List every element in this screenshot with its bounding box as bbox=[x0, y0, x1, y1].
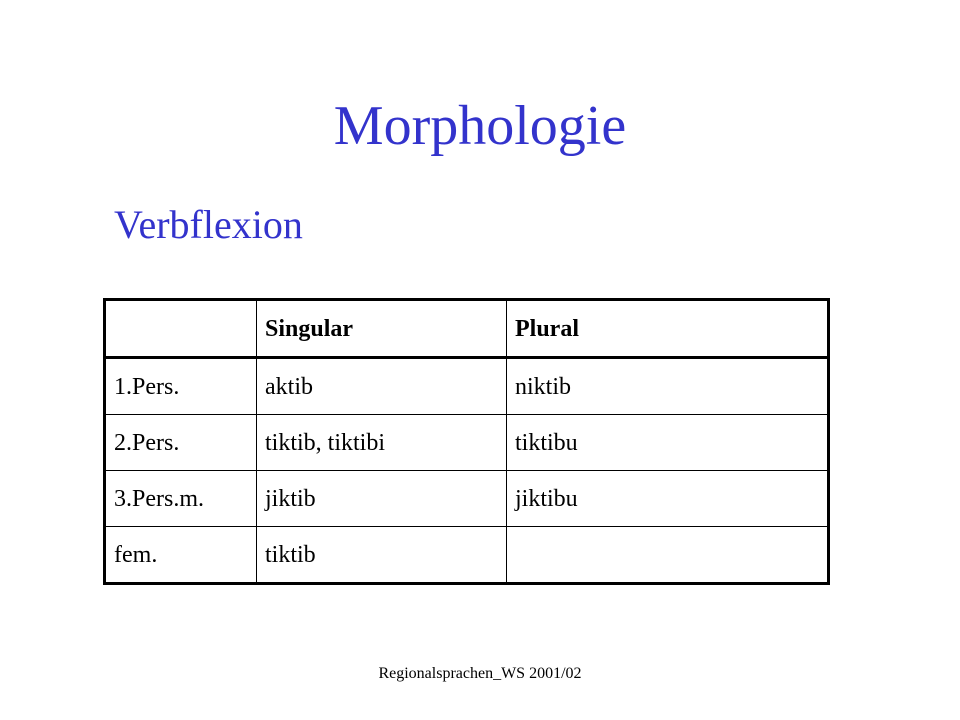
row-label-cell: 2.Pers. bbox=[105, 415, 257, 471]
singular-cell: jiktib bbox=[257, 471, 507, 527]
header-cell-plural: Plural bbox=[507, 300, 829, 358]
slide-title: Morphologie bbox=[333, 95, 627, 157]
singular-cell: aktib bbox=[257, 358, 507, 415]
plural-cell: niktib bbox=[507, 358, 829, 415]
table-row bbox=[105, 527, 829, 584]
table-row bbox=[105, 471, 829, 527]
singular-cell: tiktib bbox=[257, 527, 507, 584]
plural-cell: tiktibu bbox=[507, 415, 829, 471]
row-label-cell: 1.Pers. bbox=[105, 358, 257, 415]
row-label-cell: 3.Pers.m. bbox=[105, 471, 257, 527]
slide-footer: Regionalsprachen_WS 2001/02 bbox=[378, 665, 582, 682]
plural-cell bbox=[507, 527, 829, 584]
table-header-row bbox=[105, 300, 829, 358]
singular-cell: tiktib, tiktibi bbox=[257, 415, 507, 471]
conjugation-table-container bbox=[103, 298, 827, 584]
slide-subtitle: Verbflexion bbox=[114, 202, 303, 247]
row-label-cell: fem. bbox=[105, 527, 257, 584]
table-row bbox=[105, 415, 829, 471]
header-cell-singular: Singular bbox=[257, 300, 507, 358]
conjugation-table bbox=[103, 298, 830, 585]
table-row bbox=[105, 358, 829, 415]
plural-cell: jiktibu bbox=[507, 471, 829, 527]
header-cell-corner bbox=[105, 300, 257, 358]
